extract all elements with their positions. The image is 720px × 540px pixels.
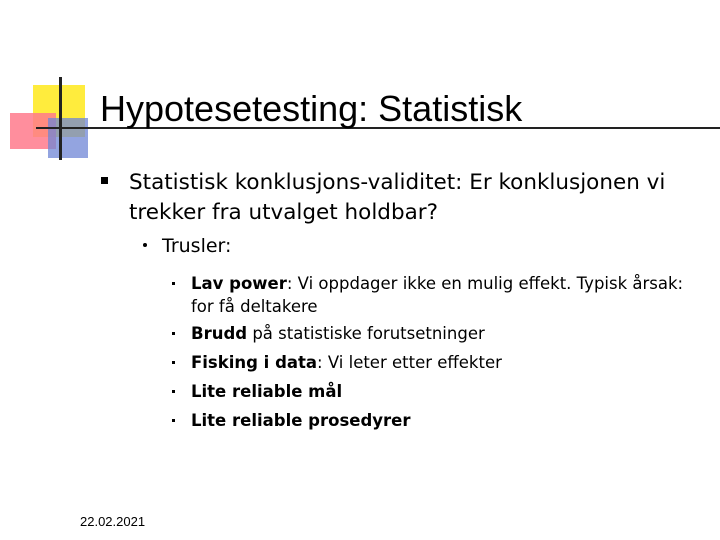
bullet-dot-icon <box>172 390 175 393</box>
threat-term: Fisking i data <box>191 353 318 372</box>
threat-term: Lite reliable prosedyrer <box>191 411 411 430</box>
sub-bullet <box>143 232 231 260</box>
logo-vertical-line <box>59 77 62 160</box>
threat-term: Lav power <box>191 274 287 293</box>
bullet-dot-icon <box>172 361 175 364</box>
round-bullet-icon <box>143 243 147 247</box>
sub-bullet-text: Trusler: <box>162 235 232 257</box>
threat-description: : Vi oppdager ikke en mulig effekt. Typisk årsak: for få deltakere <box>191 274 684 316</box>
bullet-dot-icon <box>172 419 175 422</box>
list-item <box>172 380 692 403</box>
slide-date: 22.02.2021 <box>80 514 146 529</box>
bullet-dot-icon <box>172 332 175 335</box>
list-item <box>172 272 692 318</box>
main-bullet <box>101 168 701 228</box>
threat-description: på statistiske forutsetninger <box>247 324 485 343</box>
slide-logo-decoration <box>0 0 110 170</box>
bullet-dot-icon <box>172 282 175 285</box>
threat-description: : Vi leter etter effekter <box>317 353 502 372</box>
list-item <box>172 409 692 432</box>
threat-term: Brudd <box>191 324 248 343</box>
square-bullet-icon <box>101 177 108 184</box>
logo-blue-square <box>48 118 88 158</box>
list-item <box>172 351 692 374</box>
slide-title: Hypotesetesting: Statistisk <box>100 88 523 129</box>
main-bullet-text: Statistisk konklusjons-validitet: Er konklusjonen vi trekker fra utvalget holdbar? <box>129 170 666 225</box>
list-item <box>172 322 692 345</box>
threat-term: Lite reliable mål <box>191 382 343 401</box>
threats-list <box>172 272 692 438</box>
